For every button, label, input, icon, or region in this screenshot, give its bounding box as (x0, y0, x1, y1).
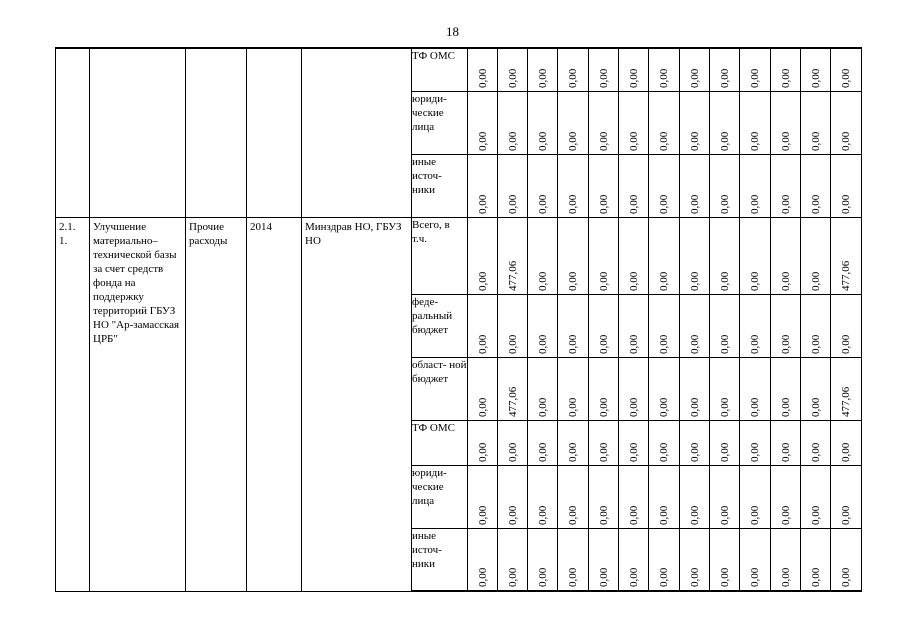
value-cell (619, 357, 649, 420)
value-text: 0,00 (567, 505, 579, 525)
value-cell (801, 294, 831, 357)
value-cell (468, 465, 498, 528)
value-cell (558, 465, 589, 528)
value-cell (710, 465, 740, 528)
value-text: 0,00 (809, 505, 822, 525)
value-text: 0,00 (627, 131, 640, 151)
value-text: 0,00 (506, 131, 519, 151)
value-text: 0,00 (536, 505, 549, 525)
value-text: 0,00 (718, 397, 731, 417)
value-text: 0,00 (749, 194, 761, 214)
value-cell (801, 217, 831, 294)
value-text: 0,00 (658, 131, 670, 151)
value-text: 0,00 (658, 397, 670, 417)
value-cell (558, 357, 589, 420)
value-text: 0,00 (567, 334, 579, 354)
blank-executor-cell-text (302, 49, 411, 53)
value-text: 0,00 (536, 567, 549, 587)
value-text: 0,00 (809, 334, 822, 354)
value-cell (468, 154, 498, 217)
value-cell (528, 420, 558, 465)
value-text: 0,00 (779, 131, 792, 151)
value-text: 0,00 (779, 194, 792, 214)
value-cell (771, 357, 801, 420)
value-cell (771, 528, 801, 591)
value-text: 0,00 (536, 397, 549, 417)
funding-source-cell: юриди- ческие лица (412, 465, 468, 528)
item-name-cell-text: Улучшение материально–технической базы за счет средств фонда на поддержку территорий ГБУЗ НО "Ар-замасская ЦРБ" (93, 220, 180, 345)
value-text: 0,00 (718, 131, 731, 151)
value-cell (771, 154, 801, 217)
value-cell (619, 91, 649, 154)
value-cell (649, 294, 680, 357)
value-text: 0,00 (658, 194, 670, 214)
value-cell (740, 528, 771, 591)
value-text: 0,00 (597, 334, 610, 354)
value-text: 0,00 (718, 334, 731, 354)
value-cell (710, 420, 740, 465)
value-cell (740, 420, 771, 465)
value-cell (680, 294, 710, 357)
item-number-cell-text: 2.1. 1. (59, 220, 76, 247)
value-cell (558, 154, 589, 217)
value-cell (649, 217, 680, 294)
value-text: 0,00 (476, 68, 489, 88)
value-text: 0,00 (536, 131, 549, 151)
value-cell (528, 91, 558, 154)
expense-type-cell-text: Прочие расходы (189, 220, 228, 247)
value-text: 0,00 (627, 567, 640, 587)
value-cell (680, 91, 710, 154)
value-text: 0,00 (567, 567, 579, 587)
value-text: 0,00 (597, 442, 610, 462)
value-text: 0,00 (718, 505, 731, 525)
value-cell (649, 357, 680, 420)
value-text: 0,00 (536, 271, 549, 291)
value-cell (558, 217, 589, 294)
value-cell (468, 91, 498, 154)
value-text: 0,00 (567, 68, 579, 88)
value-cell (589, 48, 619, 91)
value-cell (710, 91, 740, 154)
value-cell (528, 294, 558, 357)
value-cell (619, 465, 649, 528)
value-cell (680, 357, 710, 420)
value-text: 0,00 (749, 442, 761, 462)
value-text: 0,00 (597, 68, 610, 88)
funding-source-cell: иные источ- ники (412, 154, 468, 217)
value-cell (831, 420, 862, 465)
value-cell (680, 217, 710, 294)
value-cell (558, 528, 589, 591)
value-text: 0,00 (749, 334, 761, 354)
value-text: 0,00 (809, 442, 822, 462)
value-cell (740, 294, 771, 357)
value-cell (619, 528, 649, 591)
value-text: 0,00 (688, 567, 701, 587)
value-cell (619, 294, 649, 357)
value-text: 0,00 (688, 442, 701, 462)
value-text: 0,00 (476, 131, 489, 151)
value-cell (680, 528, 710, 591)
value-text: 0,00 (779, 442, 792, 462)
year-cell-text: 2014 (250, 220, 272, 233)
value-cell (619, 420, 649, 465)
value-text: 0,00 (840, 68, 852, 88)
value-cell (498, 357, 528, 420)
value-text: 0,00 (688, 194, 701, 214)
value-cell (740, 357, 771, 420)
value-cell (498, 91, 528, 154)
blank-type-cell-text (186, 49, 246, 53)
value-text: 0,00 (627, 442, 640, 462)
value-text: 0,00 (476, 567, 489, 587)
value-cell (649, 420, 680, 465)
value-cell (528, 217, 558, 294)
value-cell (831, 294, 862, 357)
blank-number-cell-text (56, 49, 89, 53)
value-text: 0,00 (627, 68, 640, 88)
value-cell (771, 465, 801, 528)
value-cell (710, 294, 740, 357)
value-cell (619, 48, 649, 91)
funding-source-cell: иные источ- ники (412, 528, 468, 591)
value-text: 0,00 (718, 68, 731, 88)
value-cell (589, 294, 619, 357)
value-text: 0,00 (779, 68, 792, 88)
executor-cell (302, 217, 412, 591)
value-cell (589, 420, 619, 465)
funding-source-cell: феде- ральный бюджет (412, 294, 468, 357)
value-cell (649, 528, 680, 591)
value-text: 0,00 (688, 397, 701, 417)
value-cell (498, 465, 528, 528)
budget-table (55, 47, 862, 592)
value-text: 0,00 (809, 567, 822, 587)
value-text: 0,00 (779, 567, 792, 587)
value-text: 0,00 (476, 397, 489, 417)
value-cell (498, 420, 528, 465)
value-text: 0,00 (476, 194, 489, 214)
value-text: 0,00 (749, 397, 761, 417)
page-number: 18 (446, 24, 459, 39)
value-cell (619, 154, 649, 217)
value-cell (771, 217, 801, 294)
value-text: 0,00 (597, 505, 610, 525)
value-text: 0,00 (718, 194, 731, 214)
value-text: 0,00 (658, 334, 670, 354)
value-cell (468, 357, 498, 420)
value-cell (801, 420, 831, 465)
executor-cell-text: Минздрав НО, ГБУЗ НО (305, 220, 402, 247)
value-text: 0,00 (840, 442, 852, 462)
value-cell (498, 528, 528, 591)
funding-source-cell: юриди- ческие лица (412, 91, 468, 154)
item-name-cell (90, 217, 186, 591)
value-text: 0,00 (809, 194, 822, 214)
value-cell (498, 48, 528, 91)
value-cell (710, 154, 740, 217)
value-cell (680, 420, 710, 465)
value-text: 0,00 (688, 505, 701, 525)
value-text: 0,00 (658, 505, 670, 525)
value-cell (680, 154, 710, 217)
value-cell (771, 91, 801, 154)
value-text: 0,00 (627, 397, 640, 417)
value-text: 477,06 (840, 386, 852, 417)
value-text: 0,00 (779, 505, 792, 525)
value-cell (740, 154, 771, 217)
value-text: 0,00 (658, 567, 670, 587)
value-text: 0,00 (506, 194, 519, 214)
value-text: 0,00 (840, 505, 852, 525)
value-text: 0,00 (840, 194, 852, 214)
value-text: 0,00 (688, 68, 701, 88)
value-text: 0,00 (476, 334, 489, 354)
value-text: 0,00 (658, 271, 670, 291)
value-text: 0,00 (536, 194, 549, 214)
value-cell (528, 357, 558, 420)
value-text: 477,06 (506, 260, 519, 291)
value-text: 0,00 (718, 442, 731, 462)
value-cell (498, 154, 528, 217)
funding-source-cell: ТФ ОМС (412, 48, 468, 91)
value-cell (740, 91, 771, 154)
value-cell (589, 217, 619, 294)
value-cell (528, 48, 558, 91)
value-cell (771, 48, 801, 91)
value-cell (831, 217, 862, 294)
value-text: 0,00 (749, 131, 761, 151)
value-cell (831, 91, 862, 154)
value-text: 0,00 (749, 68, 761, 88)
value-cell (468, 420, 498, 465)
value-text: 0,00 (840, 567, 852, 587)
value-cell (589, 465, 619, 528)
value-cell (468, 294, 498, 357)
value-text: 0,00 (567, 131, 579, 151)
value-text: 0,00 (779, 334, 792, 354)
blank-year-cell (247, 48, 302, 217)
value-cell (831, 154, 862, 217)
value-cell (831, 465, 862, 528)
year-cell (247, 217, 302, 591)
value-cell (831, 528, 862, 591)
value-text: 0,00 (809, 131, 822, 151)
value-text: 0,00 (627, 194, 640, 214)
value-text: 0,00 (809, 68, 822, 88)
value-cell (468, 528, 498, 591)
value-cell (801, 528, 831, 591)
blank-year-cell-text (247, 49, 301, 53)
value-cell (558, 91, 589, 154)
value-cell (649, 465, 680, 528)
value-cell (589, 528, 619, 591)
blank-executor-cell (302, 48, 412, 217)
value-cell (649, 91, 680, 154)
value-cell (771, 420, 801, 465)
blank-name-cell (90, 48, 186, 217)
value-cell (710, 48, 740, 91)
value-cell (558, 420, 589, 465)
value-text: 0,00 (779, 271, 792, 291)
value-cell (801, 357, 831, 420)
funding-source-cell: Всего, в т.ч. (412, 217, 468, 294)
value-text: 0,00 (536, 442, 549, 462)
value-cell (649, 154, 680, 217)
item-number-cell (56, 217, 90, 591)
value-cell (558, 48, 589, 91)
value-text: 0,00 (506, 567, 519, 587)
value-cell (740, 48, 771, 91)
blank-name-cell-text (90, 49, 185, 53)
value-text: 0,00 (476, 505, 489, 525)
value-text: 0,00 (567, 442, 579, 462)
value-text: 0,00 (658, 68, 670, 88)
value-cell (589, 91, 619, 154)
value-cell (558, 294, 589, 357)
value-text: 0,00 (506, 442, 519, 462)
value-text: 0,00 (627, 505, 640, 525)
value-cell (528, 528, 558, 591)
value-cell (468, 48, 498, 91)
value-text: 0,00 (506, 68, 519, 88)
value-cell (831, 48, 862, 91)
value-text: 0,00 (688, 271, 701, 291)
value-text: 0,00 (536, 334, 549, 354)
value-cell (710, 217, 740, 294)
value-text: 0,00 (567, 194, 579, 214)
value-text: 0,00 (779, 397, 792, 417)
value-text: 0,00 (749, 567, 761, 587)
value-text: 0,00 (627, 334, 640, 354)
value-text: 0,00 (718, 271, 731, 291)
value-cell (801, 465, 831, 528)
value-cell (680, 465, 710, 528)
value-text: 0,00 (597, 397, 610, 417)
value-text: 0,00 (718, 567, 731, 587)
value-text: 0,00 (688, 334, 701, 354)
value-cell (740, 465, 771, 528)
value-cell (831, 357, 862, 420)
value-cell (801, 154, 831, 217)
value-text: 0,00 (476, 442, 489, 462)
value-text: 0,00 (840, 131, 852, 151)
value-text: 0,00 (627, 271, 640, 291)
funding-source-cell: ТФ ОМС (412, 420, 468, 465)
value-text: 0,00 (749, 271, 761, 291)
value-cell (528, 465, 558, 528)
value-text: 0,00 (597, 567, 610, 587)
value-text: 0,00 (506, 334, 519, 354)
value-cell (649, 48, 680, 91)
value-text: 0,00 (658, 442, 670, 462)
value-text: 0,00 (567, 271, 579, 291)
value-cell (771, 294, 801, 357)
value-text: 0,00 (809, 271, 822, 291)
value-text: 0,00 (840, 334, 852, 354)
value-text: 0,00 (476, 271, 489, 291)
value-text: 0,00 (688, 131, 701, 151)
value-cell (589, 154, 619, 217)
value-cell (680, 48, 710, 91)
value-text: 477,06 (506, 386, 519, 417)
value-text: 0,00 (567, 397, 579, 417)
blank-number-cell (56, 48, 90, 217)
value-text: 0,00 (597, 271, 610, 291)
value-cell (619, 217, 649, 294)
value-text: 0,00 (597, 194, 610, 214)
value-text: 0,00 (536, 68, 549, 88)
value-cell (589, 357, 619, 420)
value-cell (498, 217, 528, 294)
table-row (56, 217, 862, 294)
value-text: 0,00 (597, 131, 610, 151)
value-cell (528, 154, 558, 217)
value-cell (498, 294, 528, 357)
blank-type-cell (186, 48, 247, 217)
value-text: 0,00 (749, 505, 761, 525)
value-text: 0,00 (809, 397, 822, 417)
value-cell (468, 217, 498, 294)
funding-source-cell: област- ной бюджет (412, 357, 468, 420)
table-row (56, 48, 862, 91)
value-cell (710, 357, 740, 420)
value-text: 477,06 (840, 260, 852, 291)
expense-type-cell (186, 217, 247, 591)
value-text: 0,00 (506, 505, 519, 525)
value-cell (801, 91, 831, 154)
value-cell (740, 217, 771, 294)
value-cell (710, 528, 740, 591)
value-cell (801, 48, 831, 91)
